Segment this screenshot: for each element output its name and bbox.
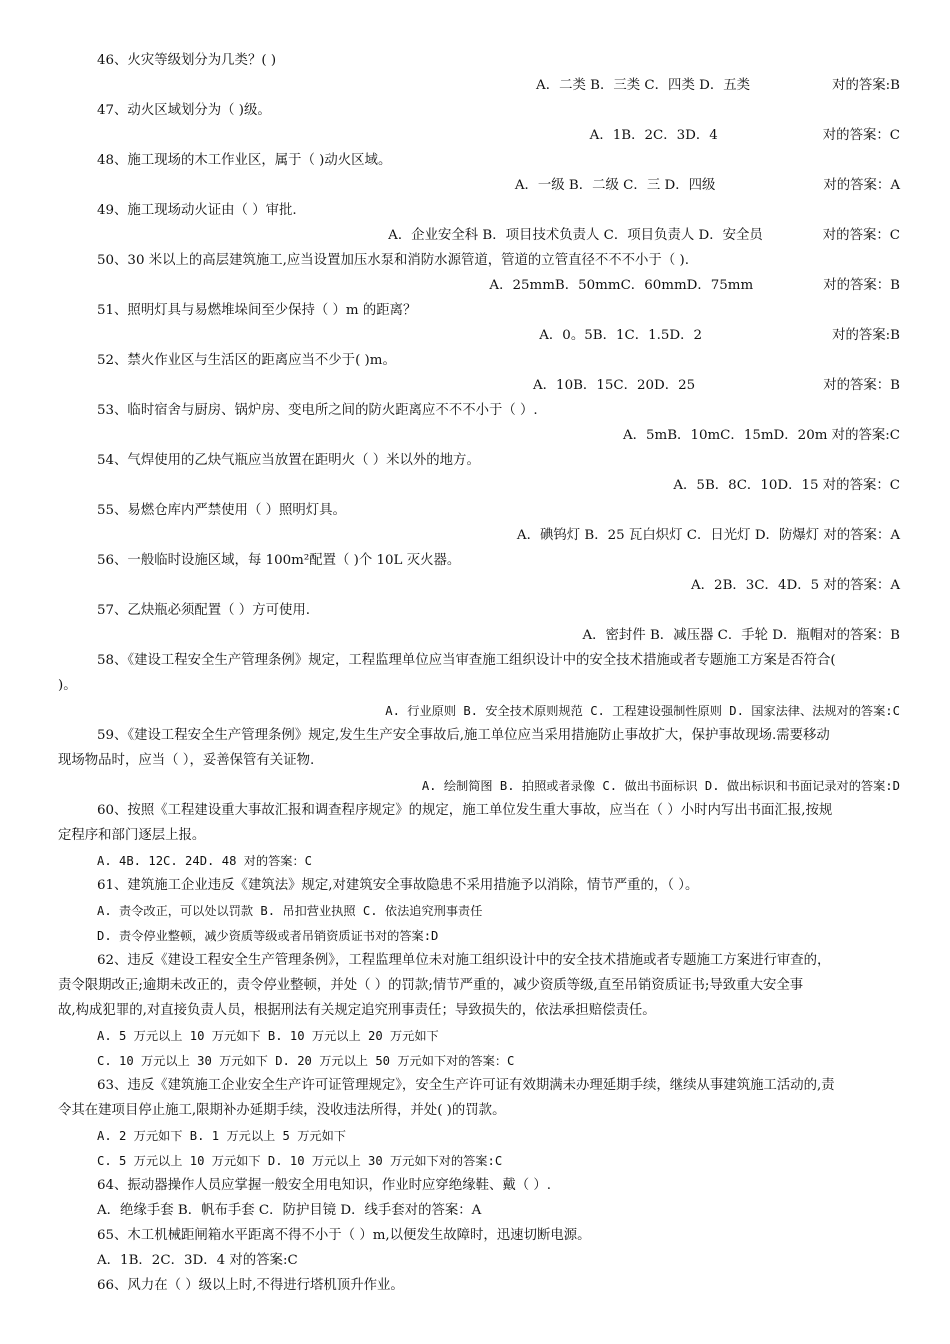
options-49	[388, 227, 900, 245]
answer-text: 对的答案：A	[823, 178, 900, 193]
options-65: A．1B．2C．3D．4 对的答案:C	[97, 1253, 298, 1268]
question-53: 53、临时宿舍与厨房、锅炉房、变电所之间的防火距离应不不不小于（ ）.	[97, 403, 538, 418]
question-50: 50、30 米以上的高层建筑施工,应当设置加压水泵和消防水源管道，管道的立管直径不不不小于（ ).	[97, 253, 689, 268]
options-56: A．2B．3C．4D．5 对的答案：A	[690, 578, 900, 593]
question-48: 48、施工现场的木工作业区，属于（ )动火区域。	[97, 153, 392, 168]
options-text: A．0。5B．1C．1.5D．2	[539, 328, 703, 343]
options-60: A. 4B. 12C. 24D. 48 对的答案：C	[97, 854, 313, 868]
question-61: 61、建筑施工企业违反《建筑法》规定,对建筑安全事故隐患不采用措施予以消除，情节严重的，（ ）。	[97, 878, 699, 893]
options-63-a: A. 2 万元如下 B. 1 万元以上 5 万元如下	[97, 1129, 346, 1143]
question-63-cont: 令其在建项目停止施工,限期补办延期手续，没收违法所得，并处( )的罚款。	[58, 1103, 506, 1118]
question-59: 59、《建设工程安全生产管理条例》规定,发生生产安全事故后,施工单位应当采用措施防止事故扩大，保护事故现场.需要移动	[97, 728, 830, 743]
question-54: 54、气焊使用的乙炔气瓶应当放置在距明火（ ）米以外的地方。	[97, 453, 480, 468]
answer-text: 对的答案:B	[832, 328, 900, 343]
answer-text: 对的答案：B	[823, 278, 900, 293]
options-62-b: C. 10 万元以上 30 万元如下 D. 20 万元以上 50 万元如下对的答案：C	[97, 1054, 515, 1068]
question-55: 55、易燃仓库内严禁使用（ ）照明灯具。	[97, 503, 346, 518]
options-55: A．碘钨灯 B．25 瓦白炽灯 C．日光灯 D．防爆灯 对的答案：A	[516, 528, 900, 543]
question-46: 46、火灾等级划分为几类？( )	[97, 53, 277, 68]
answer-text: 对的答案:B	[832, 78, 900, 93]
options-48	[515, 177, 900, 195]
question-62-cont-1: 责令限期改正;逾期未改正的，责令停业整顿，并处（ ）的罚款;情节严重的，减少资质等级,直至吊销资质证书;导致重大安全事	[58, 978, 804, 993]
answer-text: 对的答案：B	[823, 378, 900, 393]
question-57: 57、乙炔瓶必须配置（ ）方可使用.	[97, 603, 311, 618]
options-47	[590, 127, 900, 145]
options-54: A．5B．8C．10D．15 对的答案：C	[673, 478, 900, 493]
question-64: 64、振动器操作人员应掌握一般安全用电知识，作业时应穿绝缘鞋、戴（ ）.	[97, 1178, 552, 1193]
question-62-cont-2: 故,构成犯罪的,对直接负责人员，根据刑法有关规定追究刑事责任；导致损失的，依法承担赔偿责任。	[58, 1003, 656, 1018]
options-text: A．一级 B．二级 C．三 D．四级	[514, 178, 716, 193]
options-63-b: C. 5 万元以上 10 万元如下 D. 10 万元以上 30 万元如下对的答案:C	[97, 1154, 503, 1168]
answer-text: 对的答案：C	[822, 128, 900, 143]
options-46	[536, 77, 900, 95]
question-62: 62、违反《建设工程安全生产管理条例》，工程监理单位未对施工组织设计中的安全技术措施或者专题施工方案进行审查的，	[97, 953, 831, 968]
question-59-cont: 现场物品时，应当（ ），妥善保管有关证物.	[58, 753, 315, 768]
options-text: A．10B．15C．20D．25	[532, 378, 696, 393]
question-65: 65、木工机械距闸箱水平距离不得不小于（ ）m,以便发生故障时，迅速切断电源。	[97, 1228, 591, 1243]
question-58-cont: )。	[58, 678, 77, 693]
options-50	[489, 277, 900, 295]
options-text: A．25mmB．50mmC．60mmD．75mm	[489, 278, 754, 293]
answer-text: 对的答案：C	[822, 228, 900, 243]
options-62-a: A. 5 万元以上 10 万元如下 B. 10 万元以上 20 万元如下	[97, 1029, 439, 1043]
question-56: 56、一般临时设施区域，每 100m²配置（ )个 10L 灭火器。	[97, 553, 461, 568]
options-59: A. 绘制简图 B. 拍照或者录像 C. 做出书面标识 D. 做出标识和书面记录对的答案:D	[421, 779, 900, 793]
question-49: 49、施工现场动火证由（ ）审批.	[97, 203, 297, 218]
question-60: 60、按照《工程建设重大事故汇报和调查程序规定》的规定，施工单位发生重大事故，应当在（ ）小时内写出书面汇报,按规	[97, 803, 833, 818]
options-text: A．二类 B．三类 C．四类 D．五类	[536, 78, 750, 93]
question-52: 52、禁火作业区与生活区的距离应当不少于( )m。	[97, 353, 396, 368]
options-text: A．企业安全科 B．项目技术负责人 C．项目负责人 D．安全员	[388, 228, 763, 243]
options-61-a: A. 责令改正，可以处以罚款 B. 吊扣营业执照 C. 依法追究刑事责任	[97, 904, 483, 918]
options-text: A．1B．2C．3D．4	[589, 128, 718, 143]
options-51	[539, 327, 900, 345]
options-61-b: D. 责令停业整顿，减少资质等级或者吊销资质证书对的答案:D	[97, 929, 439, 943]
question-60-cont: 定程序和部门逐层上报。	[58, 828, 206, 843]
question-66: 66、风力在（ ）级以上时,不得进行塔机顶升作业。	[97, 1278, 404, 1293]
options-52	[533, 377, 900, 395]
question-51: 51、照明灯具与易燃堆垛间至少保持（ ）m 的距离？	[97, 303, 417, 318]
options-53: A．5mB．10mC．15mD．20m 对的答案:C	[622, 428, 900, 443]
question-47: 47、动火区域划分为（ )级。	[97, 103, 271, 118]
options-58: A. 行业原则 B. 安全技术原则规范 C. 工程建设强制性原则 D. 国家法律、法规对的答案:C	[385, 704, 900, 718]
options-64: A．绝缘手套 B．帆布手套 C．防护目镜 D．线手套对的答案：A	[97, 1203, 482, 1218]
question-63: 63、违反《建筑施工企业安全生产许可证管理规定》，安全生产许可证有效期满未办理延期手续，继续从事建筑施工活动的,责	[97, 1078, 835, 1093]
options-57: A．密封件 B．减压器 C．手轮 D．瓶帽对的答案：B	[582, 628, 900, 643]
question-58: 58、《建设工程安全生产管理条例》规定，工程监理单位应当审查施工组织设计中的安全技术措施或者专题施工方案是否符合(	[97, 653, 836, 668]
